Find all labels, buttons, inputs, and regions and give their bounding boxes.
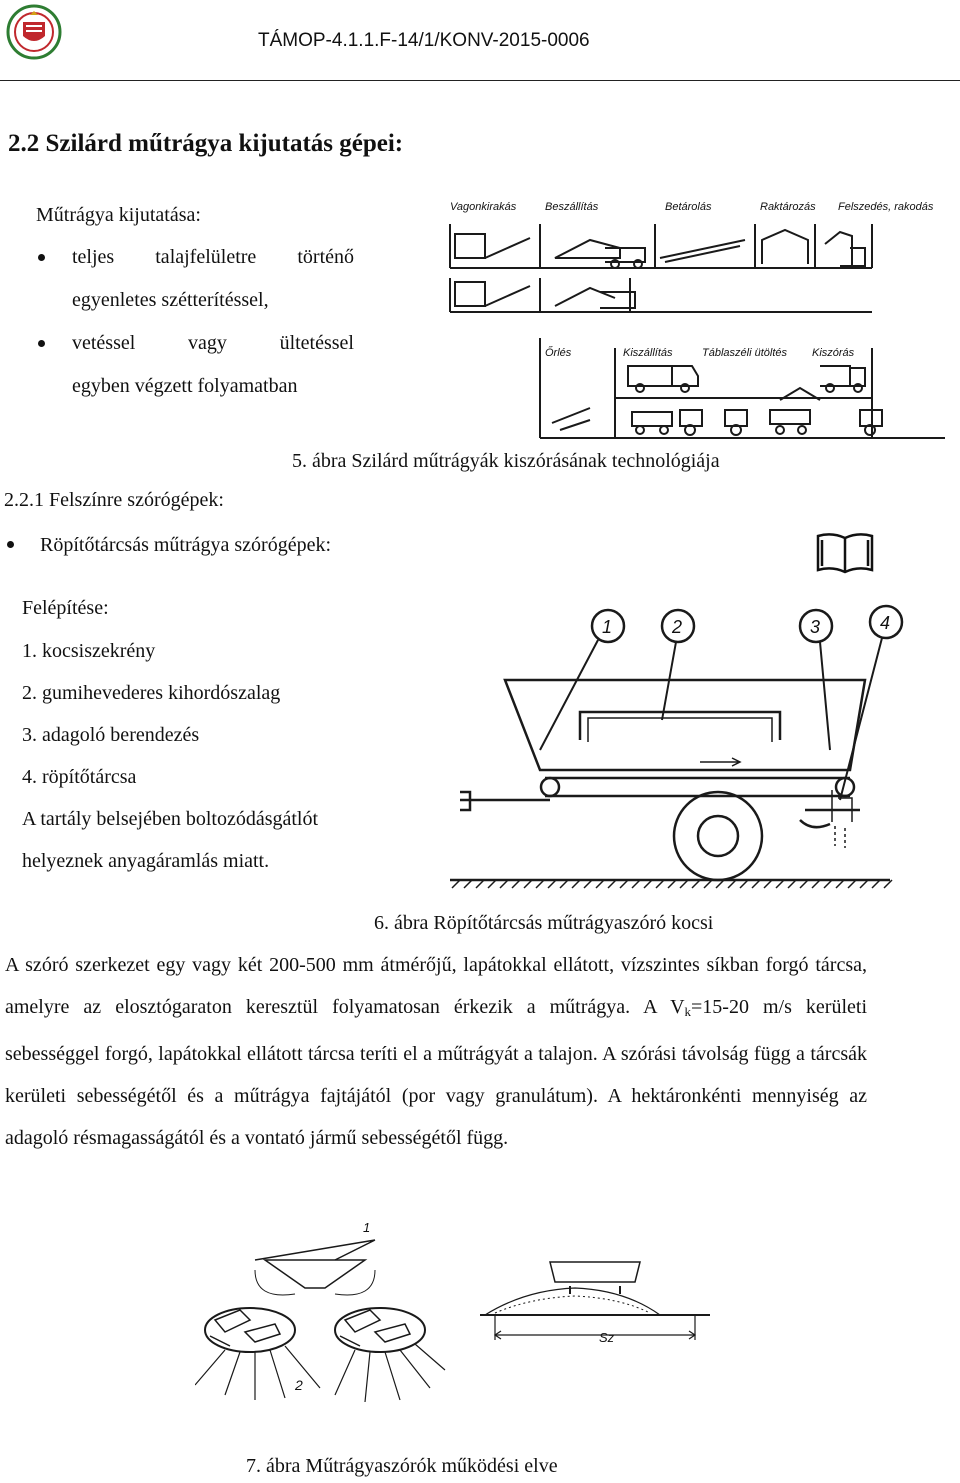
paragraph-part-2: =15-20 m/s kerületi sebességgel forgó, lapátokkal ellátott tárcsa teríti el a műtrágyát a talajon. A szórási távolság függ a tárcsák kerületi sebességétől és a műtrágya fajtájától (por vagy granulátum). A hektáronkénti mennyiség az adagoló résmagasságától és a vontató jármű sebességétől függ. (5, 996, 868, 1149)
fig6-callout-3: 3 (810, 617, 821, 637)
structure-item-1: 1. kocsiszekrény (22, 640, 156, 662)
fig7-label-2: 2 (295, 1377, 303, 1393)
structure-item-4: 4. röpítőtárcsa (22, 766, 137, 788)
subsection-title: 2.2.1 Felszínre szórógépek: (4, 489, 224, 511)
note-line-2: helyeznek anyagáramlás miatt. (22, 850, 270, 872)
fig5-label-orles: Őrlés (545, 347, 572, 359)
bullet-marker (7, 541, 14, 548)
figure-5-caption: 5. ábra Szilárd műtrágyák kiszórásának technológiája (292, 450, 720, 472)
fig6-callout-2: 2 (672, 617, 683, 637)
fig5-label-kiszoras: Kiszórás (812, 347, 855, 359)
header-divider (0, 80, 960, 81)
fig6-callout-4: 4 (880, 613, 891, 633)
section-title: 2.2 Szilárd műtrágya kijutatás gépei: (8, 130, 404, 157)
figure-5-diagram (440, 188, 956, 442)
fig5-label-vagonkirakas: Vagonkirakás (450, 201, 517, 213)
note-line-1: A tartály belsejében boltozódásgátlót (22, 808, 319, 830)
book-icon (814, 530, 876, 576)
fig6-callout-1: 1 (602, 617, 613, 637)
bullet-2-line-2: egyben végzett folyamatban (72, 375, 298, 397)
bullet-marker (38, 254, 45, 261)
body-paragraph (5, 944, 867, 1159)
bullet-marker (38, 340, 45, 347)
fig7-label-1: 1 (363, 1220, 371, 1235)
subsection-bullet: Röpítőtárcsás műtrágya szórógépek: (40, 534, 332, 556)
structure-item-3: 3. adagoló berendezés (22, 724, 200, 746)
figure-7-diagram (195, 1220, 735, 1420)
velocity-subscript: k (684, 1004, 692, 1019)
structure-item-2: 2. gumihevederes kihordószalag (22, 682, 281, 704)
fig5-label-felszedes: Felszedés, rakodás (838, 201, 934, 213)
fig5-label-beszallitas: Beszállítás (545, 201, 599, 213)
figure-6-diagram (440, 600, 910, 890)
figure-6-caption: 6. ábra Röpítőtárcsás műtrágyaszóró kocsi (374, 912, 714, 934)
fig7-label-sz: Sz (599, 1330, 615, 1345)
paragraph-part-1: A szóró szerkezet egy vagy két 200-500 mm átmérőjű, lapátokkal ellátott, vízszintes síkban forgó tárcsa, amelyre az elosztógaraton keresztül folyamatosan érkezik a műtrágya. A V (5, 954, 867, 1018)
project-code: TÁMOP-4.1.1.F-14/1/KONV-2015-0006 (258, 30, 590, 51)
bullet-1-line-1: teljes talajfelületre történő (72, 246, 354, 268)
intro-text: Műtrágya kijutatása: (36, 204, 201, 226)
structure-label: Felépítése: (22, 597, 109, 619)
fig5-label-kiszallitas: Kiszállítás (623, 347, 673, 359)
fig5-label-raktarozas: Raktározás (760, 201, 816, 213)
fig5-label-betarolas: Betárolás (665, 201, 712, 213)
bullet-2-line-1: vetéssel vagy ültetéssel (72, 332, 354, 354)
bullet-1-line-2: egyenletes szétterítéssel, (72, 289, 269, 311)
university-logo (6, 2, 62, 62)
figure-7-caption: 7. ábra Műtrágyaszórók működési elve (246, 1455, 558, 1477)
fig5-label-tablaszeli: Táblaszéli ütöltés (702, 347, 787, 359)
